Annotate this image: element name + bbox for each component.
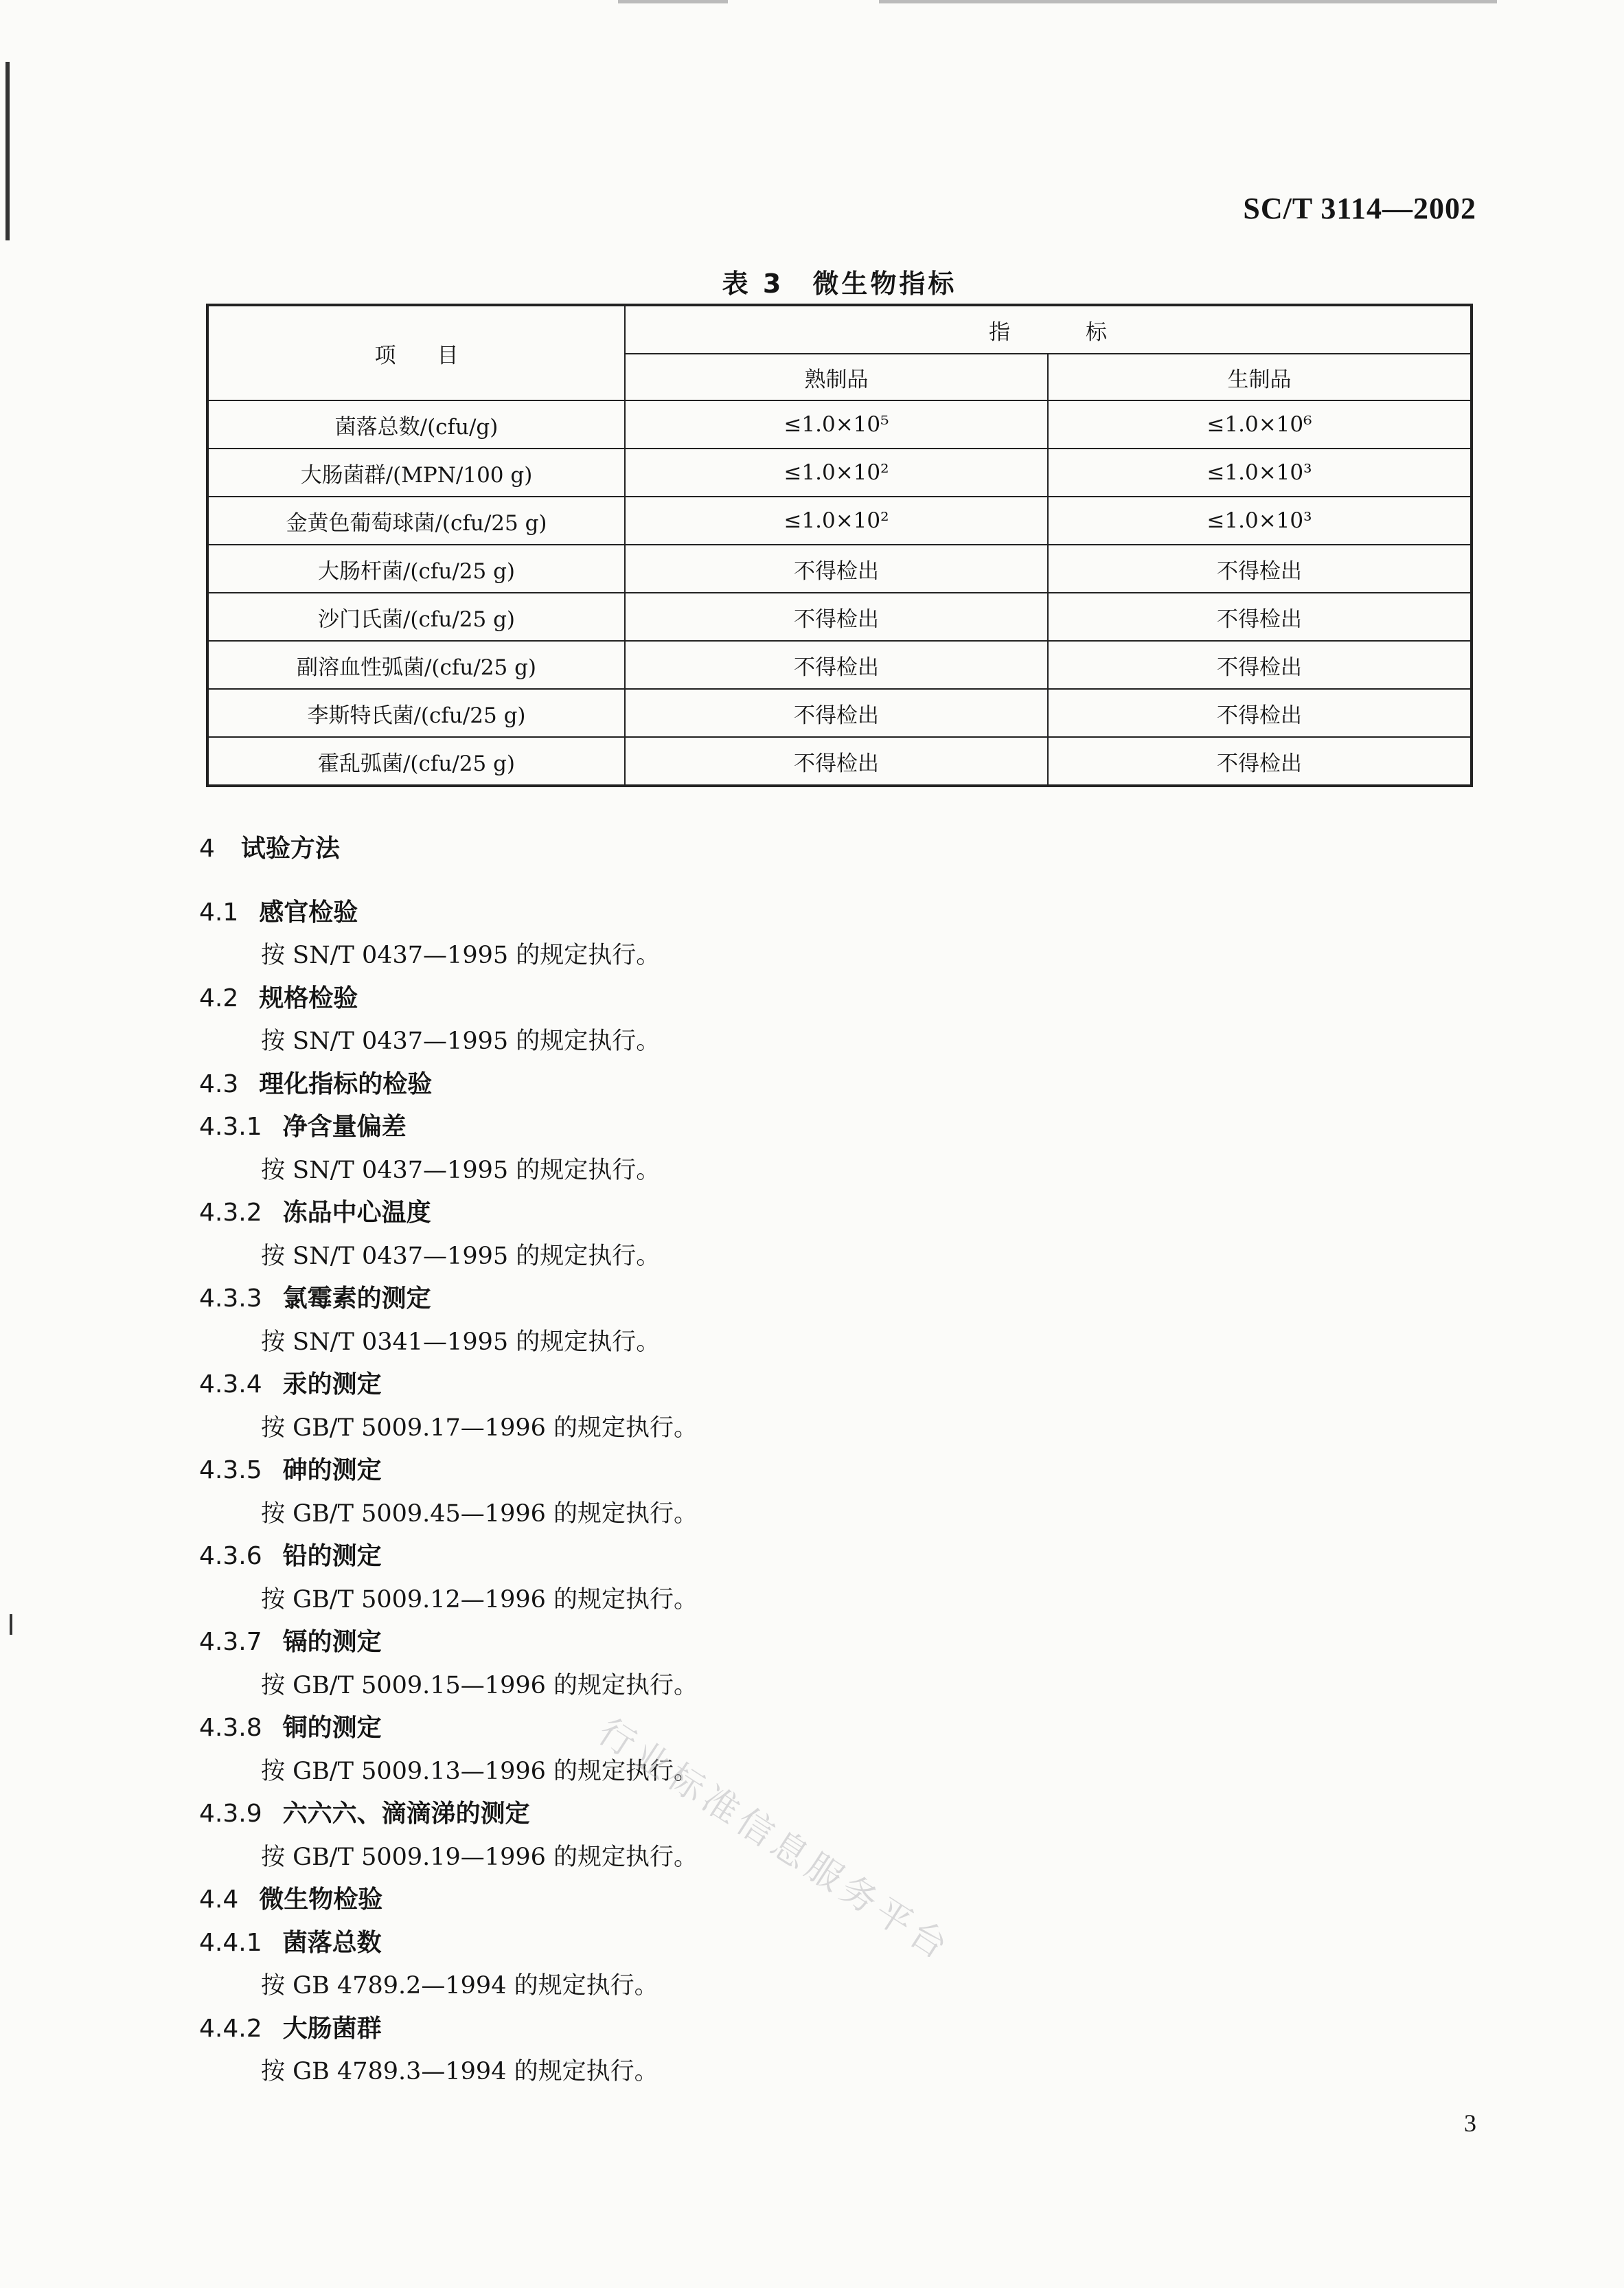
- section-number: 4.3.1: [199, 1113, 262, 1141]
- section-title: 试验方法: [240, 835, 340, 863]
- section-number: 4.3.8: [199, 1714, 262, 1742]
- cell-item: 大肠杆菌/(cfu/25 g): [207, 545, 625, 593]
- section-heading: [199, 1063, 1476, 1107]
- section-number: 4.2: [199, 984, 239, 1012]
- section-heading: [199, 1106, 1476, 1149]
- table-row: [207, 593, 1472, 641]
- section-title: 冻品中心温度: [282, 1199, 431, 1227]
- section-body: 按 GB/T 5009.19—1996 的规定执行。: [261, 1843, 698, 1871]
- cell-item: 霍乱弧菌/(cfu/25 g): [207, 737, 625, 786]
- section-title: 氯霉素的测定: [282, 1284, 431, 1313]
- cell-raw: 不得检出: [1048, 545, 1472, 593]
- section-heading: [199, 1449, 1476, 1493]
- section-number: 4.3.3: [199, 1284, 262, 1313]
- cell-raw: 不得检出: [1048, 641, 1472, 689]
- section-body: 按 GB/T 5009.17—1996 的规定执行。: [261, 1414, 698, 1442]
- cell-raw: 不得检出: [1048, 593, 1472, 641]
- section-number: 4.3: [199, 1069, 239, 1098]
- section-number: 4.4.1: [199, 1928, 262, 1957]
- col-header-index: 指标: [625, 305, 1472, 354]
- section-body: 按 GB 4789.3—1994 的规定执行。: [261, 2058, 659, 2085]
- section-number: 4.3.6: [199, 1542, 262, 1570]
- cell-cooked: 不得检出: [625, 593, 1048, 641]
- section-body: 按 GB/T 5009.45—1996 的规定执行。: [261, 1499, 698, 1528]
- table-caption: 表 3 微生物指标: [722, 269, 957, 299]
- table-row: [207, 737, 1472, 786]
- section-number: 4.3.7: [199, 1628, 262, 1656]
- section-body: 按 GB 4789.2—1994 的规定执行。: [261, 1972, 659, 2000]
- table-row: [207, 545, 1472, 593]
- cell-cooked: 不得检出: [625, 737, 1048, 786]
- table-row: [207, 497, 1472, 545]
- section-body: 按 GB/T 5009.12—1996 的规定执行。: [261, 1585, 698, 1613]
- section-heading: [199, 1621, 1476, 1664]
- standard-code: SC/T 3114—2002: [1243, 192, 1476, 225]
- cell-item: 副溶血性弧菌/(cfu/25 g): [207, 641, 625, 689]
- section-heading: [199, 892, 1476, 935]
- section-body: 按 GB/T 5009.13—1996 的规定执行。: [261, 1757, 698, 1785]
- section-heading: [199, 1278, 1476, 1321]
- section-number: 4.3.5: [199, 1456, 262, 1484]
- section-heading: [199, 1922, 1476, 1965]
- section-heading: [199, 1363, 1476, 1407]
- section-heading: [199, 1793, 1476, 1836]
- col-header-cooked: 熟制品: [625, 354, 1048, 400]
- cell-item: 金黄色葡萄球菌/(cfu/25 g): [207, 497, 625, 545]
- cell-cooked: 不得检出: [625, 689, 1048, 737]
- cell-raw: ≤1.0×10³: [1048, 449, 1472, 497]
- cell-item: 大肠菌群/(MPN/100 g): [207, 449, 625, 497]
- cell-cooked: ≤1.0×10⁵: [625, 400, 1048, 449]
- col-header-item: 项目: [207, 305, 625, 400]
- scan-top-dash: [879, 0, 1497, 3]
- section-body: 按 SN/T 0437—1995 的规定执行。: [261, 1156, 661, 1184]
- table-row: [207, 449, 1472, 497]
- section-number: 4: [199, 835, 215, 863]
- col-header-raw: 生制品: [1048, 354, 1472, 400]
- section-number: 4.3.9: [199, 1800, 262, 1828]
- section-title: 大肠菌群: [282, 2014, 382, 2043]
- microbiology-table: [206, 304, 1473, 787]
- cell-item: 菌落总数/(cfu/g): [207, 400, 625, 449]
- watermark: 行业标准信息服务平台: [591, 1710, 959, 1971]
- section-title: 菌落总数: [282, 1928, 382, 1957]
- cell-cooked: 不得检出: [625, 641, 1048, 689]
- table-row: [207, 400, 1472, 449]
- table-row: [207, 689, 1472, 737]
- section-title: 微生物检验: [259, 1885, 383, 1914]
- section-title: 六六六、滴滴涕的测定: [282, 1800, 530, 1828]
- section-heading: [199, 828, 1476, 871]
- section-title: 铜的测定: [282, 1714, 382, 1742]
- section-body: 按 SN/T 0437—1995 的规定执行。: [261, 1028, 661, 1055]
- cell-raw: 不得检出: [1048, 689, 1472, 737]
- section-number: 4.4.2: [199, 2014, 262, 2043]
- section-body: 按 SN/T 0341—1995 的规定执行。: [261, 1328, 661, 1356]
- cell-item: 沙门氏菌/(cfu/25 g): [207, 593, 625, 641]
- section-title: 净含量偏差: [282, 1113, 407, 1141]
- section-heading: [199, 1707, 1476, 1750]
- section-title: 理化指标的检验: [259, 1069, 433, 1098]
- scan-edge-mark: [10, 1614, 12, 1635]
- cell-raw: 不得检出: [1048, 737, 1472, 786]
- section-heading: [199, 1535, 1476, 1578]
- section-body: 按 GB/T 5009.15—1996 的规定执行。: [261, 1671, 698, 1699]
- scan-top-dash: [618, 0, 728, 3]
- section-title: 镉的测定: [282, 1628, 382, 1656]
- section-title: 铅的测定: [282, 1542, 382, 1570]
- page-number: 3: [1464, 2109, 1476, 2137]
- scan-edge-mark: [5, 62, 10, 240]
- cell-cooked: ≤1.0×10²: [625, 449, 1048, 497]
- section-heading: [199, 2008, 1476, 2051]
- section-heading: [199, 977, 1476, 1021]
- section-number: 4.3.2: [199, 1199, 262, 1227]
- section-title: 感官检验: [259, 898, 358, 927]
- section-number: 4.1: [199, 898, 239, 927]
- cell-item: 李斯特氏菌/(cfu/25 g): [207, 689, 625, 737]
- section-number: 4.4: [199, 1885, 239, 1914]
- cell-cooked: 不得检出: [625, 545, 1048, 593]
- section-body: 按 SN/T 0437—1995 的规定执行。: [261, 1242, 661, 1270]
- section-number: 4.3.4: [199, 1370, 262, 1398]
- section-title: 汞的测定: [282, 1370, 382, 1398]
- section-title: 规格检验: [259, 984, 358, 1012]
- cell-cooked: ≤1.0×10²: [625, 497, 1048, 545]
- section-body: 按 SN/T 0437—1995 的规定执行。: [261, 942, 661, 969]
- cell-raw: ≤1.0×10⁶: [1048, 400, 1472, 449]
- section-heading: [199, 1192, 1476, 1235]
- table-row: [207, 641, 1472, 689]
- cell-raw: ≤1.0×10³: [1048, 497, 1472, 545]
- section-title: 砷的测定: [282, 1456, 382, 1484]
